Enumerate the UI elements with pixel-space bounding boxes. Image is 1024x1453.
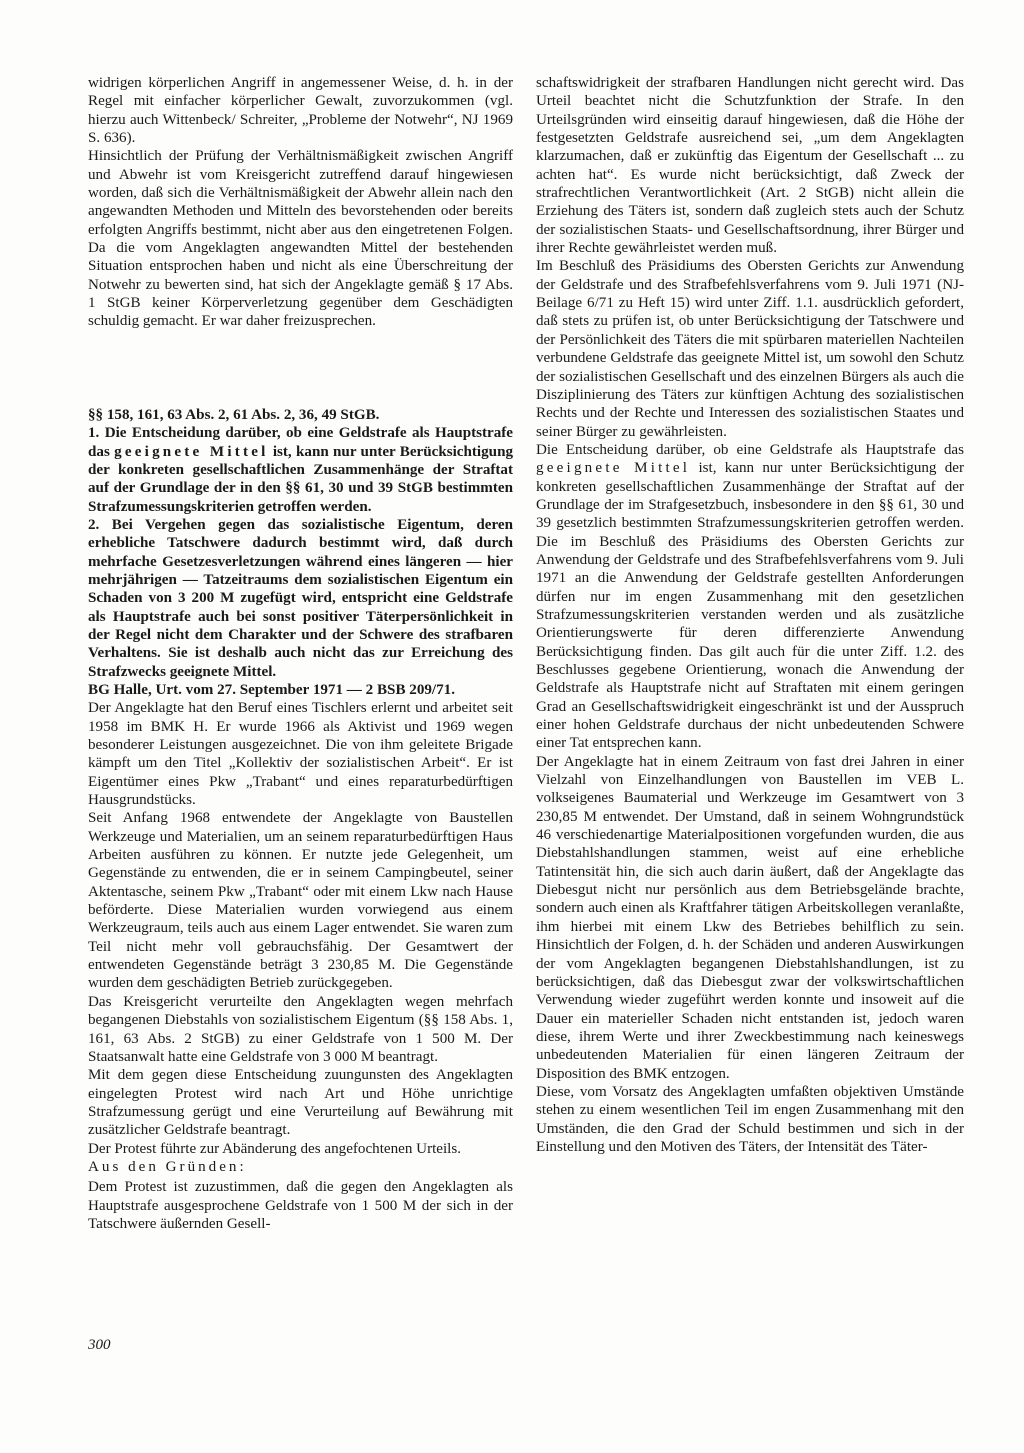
paragraph: schaftswidrigkeit der strafbaren Handlungen nicht gerecht wird. Das Urteil beachtet nicht die Schutzfunktion der Strafe. In den Urteilsgründen wird einseitig darauf hingewiesen, daß die Höhe der festgesetzten Geldstrafe ausreichend sei, „um dem Angeklagten klarzumachen, daß er zukünftig das Eigentum der Gesellschaft ... zu achten hat“. Es wurde nicht berücksichtigt, daß Zweck der strafrechtlichen Verantwortlichkeit (Art. 2 StGB) nicht allein die Erziehung des Täters ist, sondern daß zugleich stets auch der Schutz der sozialistischen Staats- und Gesellschaftsordnung, ihrer Bürger und ihrer Rechte gewährleistet werden muß. xyxy=(536,75,964,257)
paragraph: widrigen körperlichen Angriff in angemessener Weise, d. h. in der Regel mit einfacher körperlicher Gewalt, zuvorzukommen (vgl. hierzu auch Wittenbeck/ Schreiter, „Probleme der Notwehr“, NJ 1969 S. 636). xyxy=(88,75,513,147)
reasons-heading: Aus den Gründen: xyxy=(88,1158,247,1175)
headnote-text: 1. Die Entscheidung darüber, ob eine Geldstrafe als Hauptstrafe das xyxy=(88,425,513,460)
headnote-text: ist, kann nur unter Berücksichtigung der konkreten gesellschaftlichen Zusammenhänge der Straftat auf der Grundlage der in den §§ 61, 30 und 39 StGB bestimmten Strafzumessungskriterien getroffen werden. xyxy=(88,443,514,515)
paragraph: Hinsichtlich der Prüfung der Verhältnismäßigkeit zwischen Angriff und Abwehr ist vom Kreisgericht zutreffend darauf hingewiesen worden, daß sich die Verhältnismäßigkeit der Abwehr allein nach den angewandten Methoden und Mitteln des bevorstehenden oder bereits erfolgten Angriffs bestimmt, nicht aber aus den eingetretenen Folgen. Da die vom Angeklagten angewandten Mittel der bestehenden Situation entsprochen haben und nicht als eine Überschreitung der Notwehr zu bewerten sind, hat sich der Angeklagte gemäß § 17 Abs. 1 StGB keiner Körperverletzung gegenüber dem Geschädigten schuldig gemacht. Er war daher freizusprechen. xyxy=(88,148,513,330)
paragraph-text: ist, kann nur unter Berücksichtigung der konkreten gesellschaftlichen Zusammenhänge der Straftat auf der Grundlage der im Strafgesetzbuch, insbesondere in den §§ 61, 30 und 39 gesetzlich bestimmten Strafzumessungskriterien getroffen werden. Die im Beschluß des Präsidiums des Obersten Gerichts zur Anwendung der Geldstrafe und des Strafbefehlsverfahrens vom 9. Juli 1971 an die Anwendung der Geldstrafe gestellten Anforderungen dürfen nur im engen Zusammenhang mit den gesetzlichen Strafzumessungskriterien verstanden werden und als zusätzliche Orientierungswerte für deren differenzierte Anwendung Berücksichtigung finden. Das gilt auch für die unter Ziff. 1.2. des Beschlusses gegebene Orientierung, wonach die Anwendung der Geldstrafe als Hauptstrafe nicht auf Straftaten mit einem geringen Grad an Gesellschaftswidrigkeit eingeschränkt ist und der Ausspruch einer hohen Geldstrafe durchaus der nicht unbedeutenden Schwere einer Tat entsprechen kann. xyxy=(536,460,964,752)
paragraph: Das Kreisgericht verurteilte den Angeklagten wegen mehrfach begangenen Diebstahls von sozialistischem Eigentum (§§ 158 Abs. 1, 161, 63 Abs. 2 StGB) zu einer Geldstrafe von 1 500 M. Der Staatsanwalt hatte eine Geldstrafe von 3 000 M beantragt. xyxy=(88,993,513,1065)
section-gap xyxy=(88,331,513,406)
paragraph-text: Die Entscheidung darüber, ob eine Geldstrafe als Hauptstrafe das xyxy=(536,441,964,458)
headnote-emphasis: geeignete Mittel xyxy=(114,443,269,460)
left-column xyxy=(88,74,513,1233)
paragraph: Dem Protest ist zuzustimmen, daß die gegen den Angeklagten als Hauptstrafe ausgesprochene Geldstrafe von 1 500 M der sich in der Tatschwere äußernden Gesell- xyxy=(88,1179,513,1232)
paragraph xyxy=(536,441,964,753)
paragraph: Im Beschluß des Präsidiums des Obersten Gerichts zur Anwendung der Geldstrafe und des Strafbefehlsverfahrens vom 9. Juli 1971 (NJ-Beilage 6/71 zu Heft 15) wird unter Ziff. 1.1. ausdrücklich gefordert, daß stets zu prüfen ist, ob unter Berücksichtigung der Tatschwere und der Persönlichkeit des Täters die mit spürbaren materiellen Nachteilen verbundene Geldstrafe das geeignete Mittel ist, um sowohl den Schutz der sozialistischen Gesellschaft und des einzelnen Bürgers als auch die Disziplinierung des Täters zur künftigen Achtung des sozialistischen Rechts und der Rechte und Interessen des sozialistischen Staates und seiner Bürger zu gewährleisten. xyxy=(536,258,964,440)
headnote-1 xyxy=(88,424,513,516)
paragraph: Der Angeklagte hat in einem Zeitraum von fast drei Jahren in einer Vielzahl von Einzelhandlungen von Baustellen im VEB L. volkseigenes Baumaterial und Werkzeuge im Gesamtwert von 3 230,85 M entwendet. Der Umstand, daß in seinem Wohngrundstück 46 verschiedenartige Materialpositionen vorgefunden wurden, die aus Diebstahlshandlungen stammen, weist auf eine erhebliche Tatintensität hin, die sich auch darin äußert, daß der Angeklagte das Diebesgut nicht nur persönlich aus dem Betriebsgelände brachte, sondern auch einen als Kraftfahrer tätigen Arbeitskollegen veranlaßte, ihm hierbei mit einem Lkw des Betriebes behilflich zu sein. Hinsichtlich der Folgen, d. h. der Schäden und anderen Auswirkungen der vom Angeklagten begangenen Diebstahlshandlungen, ist zu berücksichtigen, daß das Diebesgut zwar der volkswirtschaftlichen Verwendung wieder zugeführt werden konnte und insoweit auf die Dauer ein materieller Schaden nicht entstanden ist, jedoch waren diese, ihrem Werte und ihrer Zweckbestimmung nach keineswegs unbedeutenden Materialien für einen längeren Zeitraum der Disposition des BMK entzogen. xyxy=(536,753,964,1082)
paragraph: Diese, vom Vorsatz des Angeklagten umfaßten objektiven Umstände stehen zu einem wesentlichen Teil im engen Zusammenhang mit den Umständen, die den Grad der Schuld bestimmen und sich in der Einstellung und den Motiven des Täters, der Intensität des Täter- xyxy=(536,1083,964,1155)
page-number: 300 xyxy=(88,1337,111,1353)
paragraph: Mit dem gegen diese Entscheidung zuungunsten des Angeklagten eingelegten Protest wird nach Art und Höhe unrichtige Strafzumessung gerügt und eine Verurteilung auf Bewährung mit zusätzlicher Geldstrafe beantragt. xyxy=(88,1067,513,1139)
headnote-2: 2. Bei Vergehen gegen das sozialistische Eigentum, deren erhebliche Tatschwere dadurch bestimmt wird, daß durch mehrfache Gesetzesverletzungen während eines längeren — hier mehrjährigen — Tatzeitraums dem sozialistischen Eigentum ein Schaden von 3 200 M zugefügt wird, entspricht eine Geldstrafe als Hauptstrafe auch bei sonst positiver Täterpersönlichkeit in der Regel nicht dem Charakter und der Schwere des strafbaren Verhaltens. Sie ist deshalb auch nicht das zur Erreichung des Strafzwecks geeignete Mittel. xyxy=(88,516,513,680)
statute-reference: §§ 158, 161, 63 Abs. 2, 61 Abs. 2, 36, 49 StGB. xyxy=(88,406,380,423)
paragraph-emphasis: geeignete Mittel xyxy=(536,460,691,477)
court-citation: BG Halle, Urt. vom 27. September 1971 — 2 BSB 209/71. xyxy=(88,681,455,698)
paragraph: Seit Anfang 1968 entwendete der Angeklagte von Baustellen Werkzeuge und Materialien, um an seinem reparaturbedürftigen Haus Arbeiten ausführen zu können. Er nutzte jede Gelegenheit, um Gegenstände zu entwenden, die er in seinem Campingbeutel, seiner Aktentasche, seinem Pkw „Trabant“ oder mit einem Lkw nach Hause beförderte. Diese Materialien wurden vorwiegend aus einem Werkzeugraum, teils auch aus einem Lager entwendet. Sie waren zum Teil nicht mehr voll gebrauchsfähig. Der Gesamtwert der entwendeten Gegenstände beträgt 3 230,85 M. Die Gegenstände wurden dem geschädigten Betrieb zurückgegeben. xyxy=(88,810,513,992)
paragraph: Der Protest führte zur Abänderung des angefochtenen Urteils. xyxy=(88,1140,462,1157)
paragraph: Der Angeklagte hat den Beruf eines Tischlers erlernt und arbeitet seit 1958 im BMK H. Er wurde 1966 als Aktivist und 1969 wegen besonderer Leistungen ausgezeichnet. Die von ihm geleitete Brigade kämpft um den Titel „Kollektiv der sozialistischen Arbeit“. Er ist Eigentümer eines Pkw „Trabant“ und eines reparaturbedürftigen Hausgrundstücks. xyxy=(88,700,513,809)
right-column xyxy=(536,74,964,1156)
